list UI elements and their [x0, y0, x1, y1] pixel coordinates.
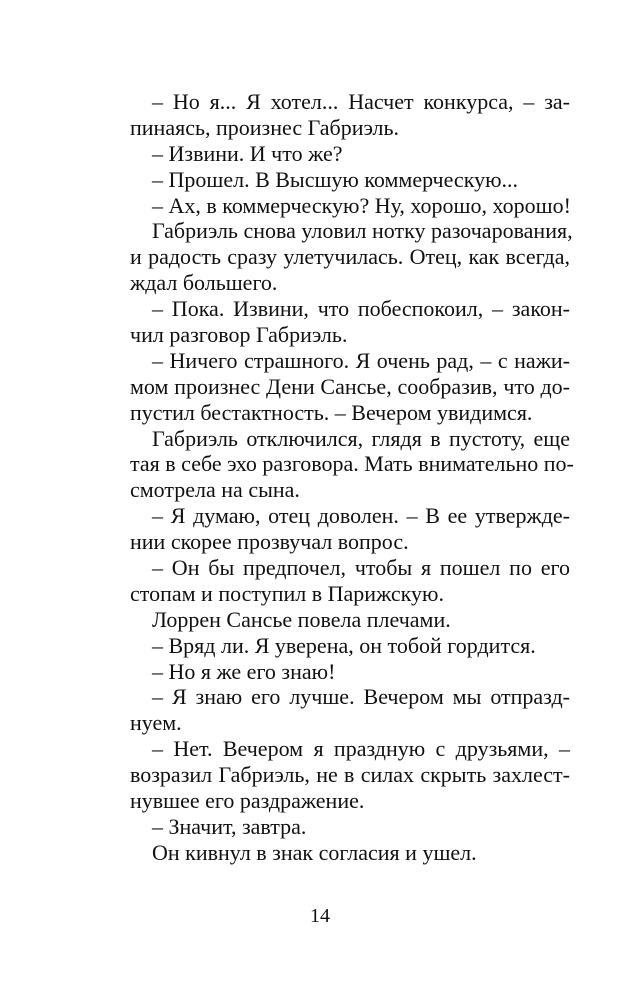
- text-line: пинаясь, произнес Габриэль.: [130, 114, 400, 140]
- text-line: – Извини. И что же?: [152, 140, 343, 166]
- text-line: Габриэль снова уловил нотку разочарования,: [152, 218, 573, 244]
- text-line: нувшее его раздражение.: [130, 788, 365, 814]
- text-line: и радость сразу улетучилась. Отец, как всегда,: [130, 244, 570, 270]
- text-line: нуем.: [130, 710, 182, 736]
- text-line: возразил Габриэль, не в силах скрыть захлест-: [130, 762, 570, 788]
- text-line: тая в себе эхо разговора. Мать внимательно по-: [130, 451, 574, 477]
- text-line: – Я знаю его лучше. Вечером мы отпразд-: [152, 684, 570, 710]
- text-line: – Ничего страшного. Я очень рад, – с нажи-: [152, 347, 570, 373]
- text-line: – Значит, завтра.: [152, 813, 307, 839]
- text-line: нии скорее прозвучал вопрос.: [130, 529, 409, 555]
- text-line: ждал большего.: [130, 270, 278, 296]
- text-line: Лоррен Сансье повела плечами.: [152, 606, 451, 632]
- text-line: – Он бы предпочел, чтобы я пошел по его: [152, 555, 570, 581]
- text-line: чил разговор Габриэль.: [130, 322, 348, 348]
- text-line: пустил бестактность. – Вечером увидимся.: [130, 399, 533, 425]
- text-line: – Ах, в коммерческую? Ну, хорошо, хорошо!: [152, 192, 571, 218]
- body-text: [130, 89, 574, 866]
- text-line: – Нет. Вечером я праздную с друзьями, –: [152, 736, 570, 762]
- text-line: – Я думаю, отец доволен. – В ее утвержде-: [152, 503, 570, 529]
- text-line: стопам и поступил в Парижскую.: [130, 580, 444, 606]
- text-line: – Но я же его знаю!: [152, 658, 336, 684]
- text-line: Габриэль отключился, глядя в пустоту, еще: [152, 425, 570, 451]
- text-line: – Вряд ли. Я уверена, он тобой гордится.: [152, 632, 536, 658]
- text-line: – Пока. Извини, что побеспокоил, – закон-: [152, 296, 570, 322]
- text-line: – Прошел. В Высшую коммерческую...: [152, 166, 519, 192]
- text-line: Он кивнул в знак согласия и ушел.: [152, 839, 477, 865]
- text-line: смотрела на сына.: [130, 477, 300, 503]
- page-number: 14: [310, 905, 330, 927]
- text-line: – Но я... Я хотел... Насчет конкурса, – за-: [152, 89, 570, 114]
- text-line: мом произнес Дени Сансье, сообразив, что до-: [130, 373, 570, 399]
